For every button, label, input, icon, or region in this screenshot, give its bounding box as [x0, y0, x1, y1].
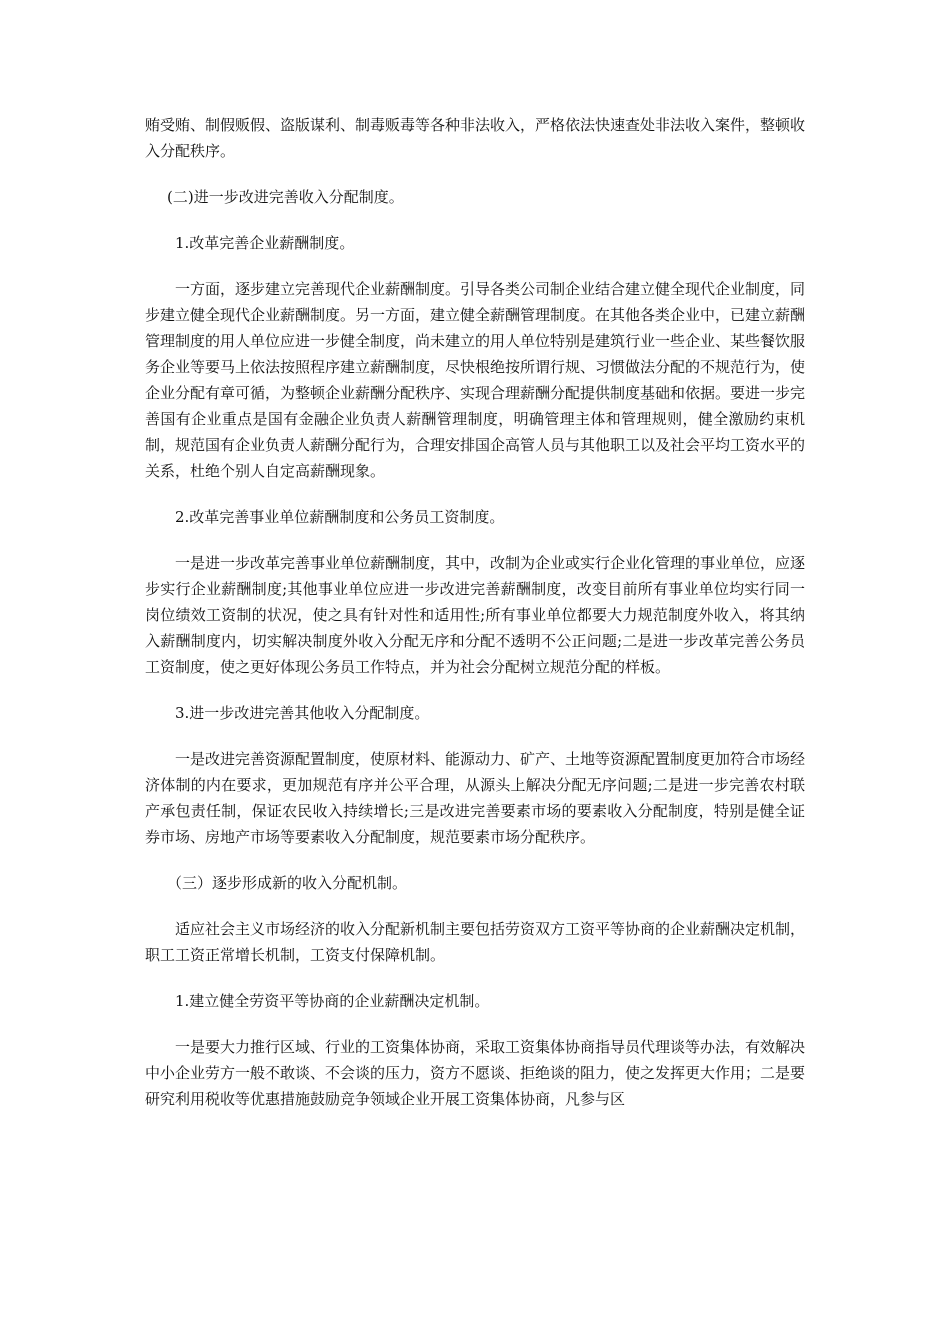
paragraph-enterprise-salary: 一方面，逐步建立完善现代企业薪酬制度。引导各类公司制企业结合建立健全现代企业制度，同步建立健全现代企业薪酬制度。另一方面，建立健全薪酬管理制度。在其他各类企业中，已建立薪酬管理制度的用人单位应进一步健全制度，尚未建立的用人单位特别是建筑行业一些企业、某些餐饮服务企业等要马上依法按照程序建立薪酬制度，尽快根绝按所谓行规、习惯做法分配的不规范行为，使企业分配有章可循，为整顿企业薪酬分配秩序、实现合理薪酬分配提供制度基础和依据。要进一步完善国有企业重点是国有金融企业负责人薪酬管理制度，明确管理主体和管理规则，健全激励约束机制，规范国有企业负责人薪酬分配行为，合理安排国企高管人员与其他职工以及社会平均工资水平的关系，杜绝个别人自定高薪酬现象。 [145, 280, 806, 480]
subsection-heading-2-1: 1.改革完善企业薪酬制度。 [175, 234, 355, 252]
document-body [145, 112, 805, 1132]
paragraph-collective-negotiation: 一是要大力推行区域、行业的工资集体协商，采取工资集体协商指导员代理谈等办法，有效解决中小企业劳方一般不敢谈、不会谈的压力，资方不愿谈、拒绝谈的阻力，使之发挥更大作用；二是要研究利用税收等优惠措施鼓励竞争领域企业开展工资集体协商，凡参与区 [145, 1038, 806, 1108]
subsection-heading-2-3: 3.进一步改进完善其他收入分配制度。 [175, 704, 430, 722]
paragraph-new-mechanism: 适应社会主义市场经济的收入分配新机制主要包括劳资双方工资平等协商的企业薪酬决定机制，职工工资正常增长机制，工资支付保障机制。 [145, 920, 806, 964]
paragraph-other-distribution: 一是改进完善资源配置制度，使原材料、能源动力、矿产、土地等资源配置制度更加符合市场经济体制的内在要求，更加规范有序并公平合理，从源头上解决分配无序问题;二是进一步完善农村联产承包责任制，保证农民收入持续增长;三是改进完善要素市场的要素收入分配制度，特别是健全证券市场、房地产市场等要素收入分配制度，规范要素市场分配秩序。 [145, 750, 806, 846]
section-heading-2: (二)进一步改进完善收入分配制度。 [167, 188, 404, 206]
subsection-heading-3-1: 1.建立健全劳资平等协商的企业薪酬决定机制。 [175, 992, 490, 1010]
paragraph-public-institution-salary: 一是进一步改革完善事业单位薪酬制度，其中，改制为企业或实行企业化管理的事业单位，应逐步实行企业薪酬制度;其他事业单位应进一步改进完善薪酬制度，改变目前所有事业单位均实行同一岗位绩效工资制的状况，使之具有针对性和适用性;所有事业单位都要大力规范制度外收入，将其纳入薪酬制度内，切实解决制度外收入分配无序和分配不透明不公正问题;二是进一步改革完善公务员工资制度，使之更好体现公务员工作特点，并为社会分配树立规范分配的样板。 [145, 554, 806, 676]
section-heading-3: （三）逐步形成新的收入分配机制。 [167, 874, 408, 892]
subsection-heading-2-2: 2.改革完善事业单位薪酬制度和公务员工资制度。 [175, 508, 505, 526]
paragraph-continuation: 贿受贿、制假贩假、盗版谋利、制毒贩毒等各种非法收入，严格依法快速查处非法收入案件，整顿收入分配秩序。 [145, 116, 806, 160]
